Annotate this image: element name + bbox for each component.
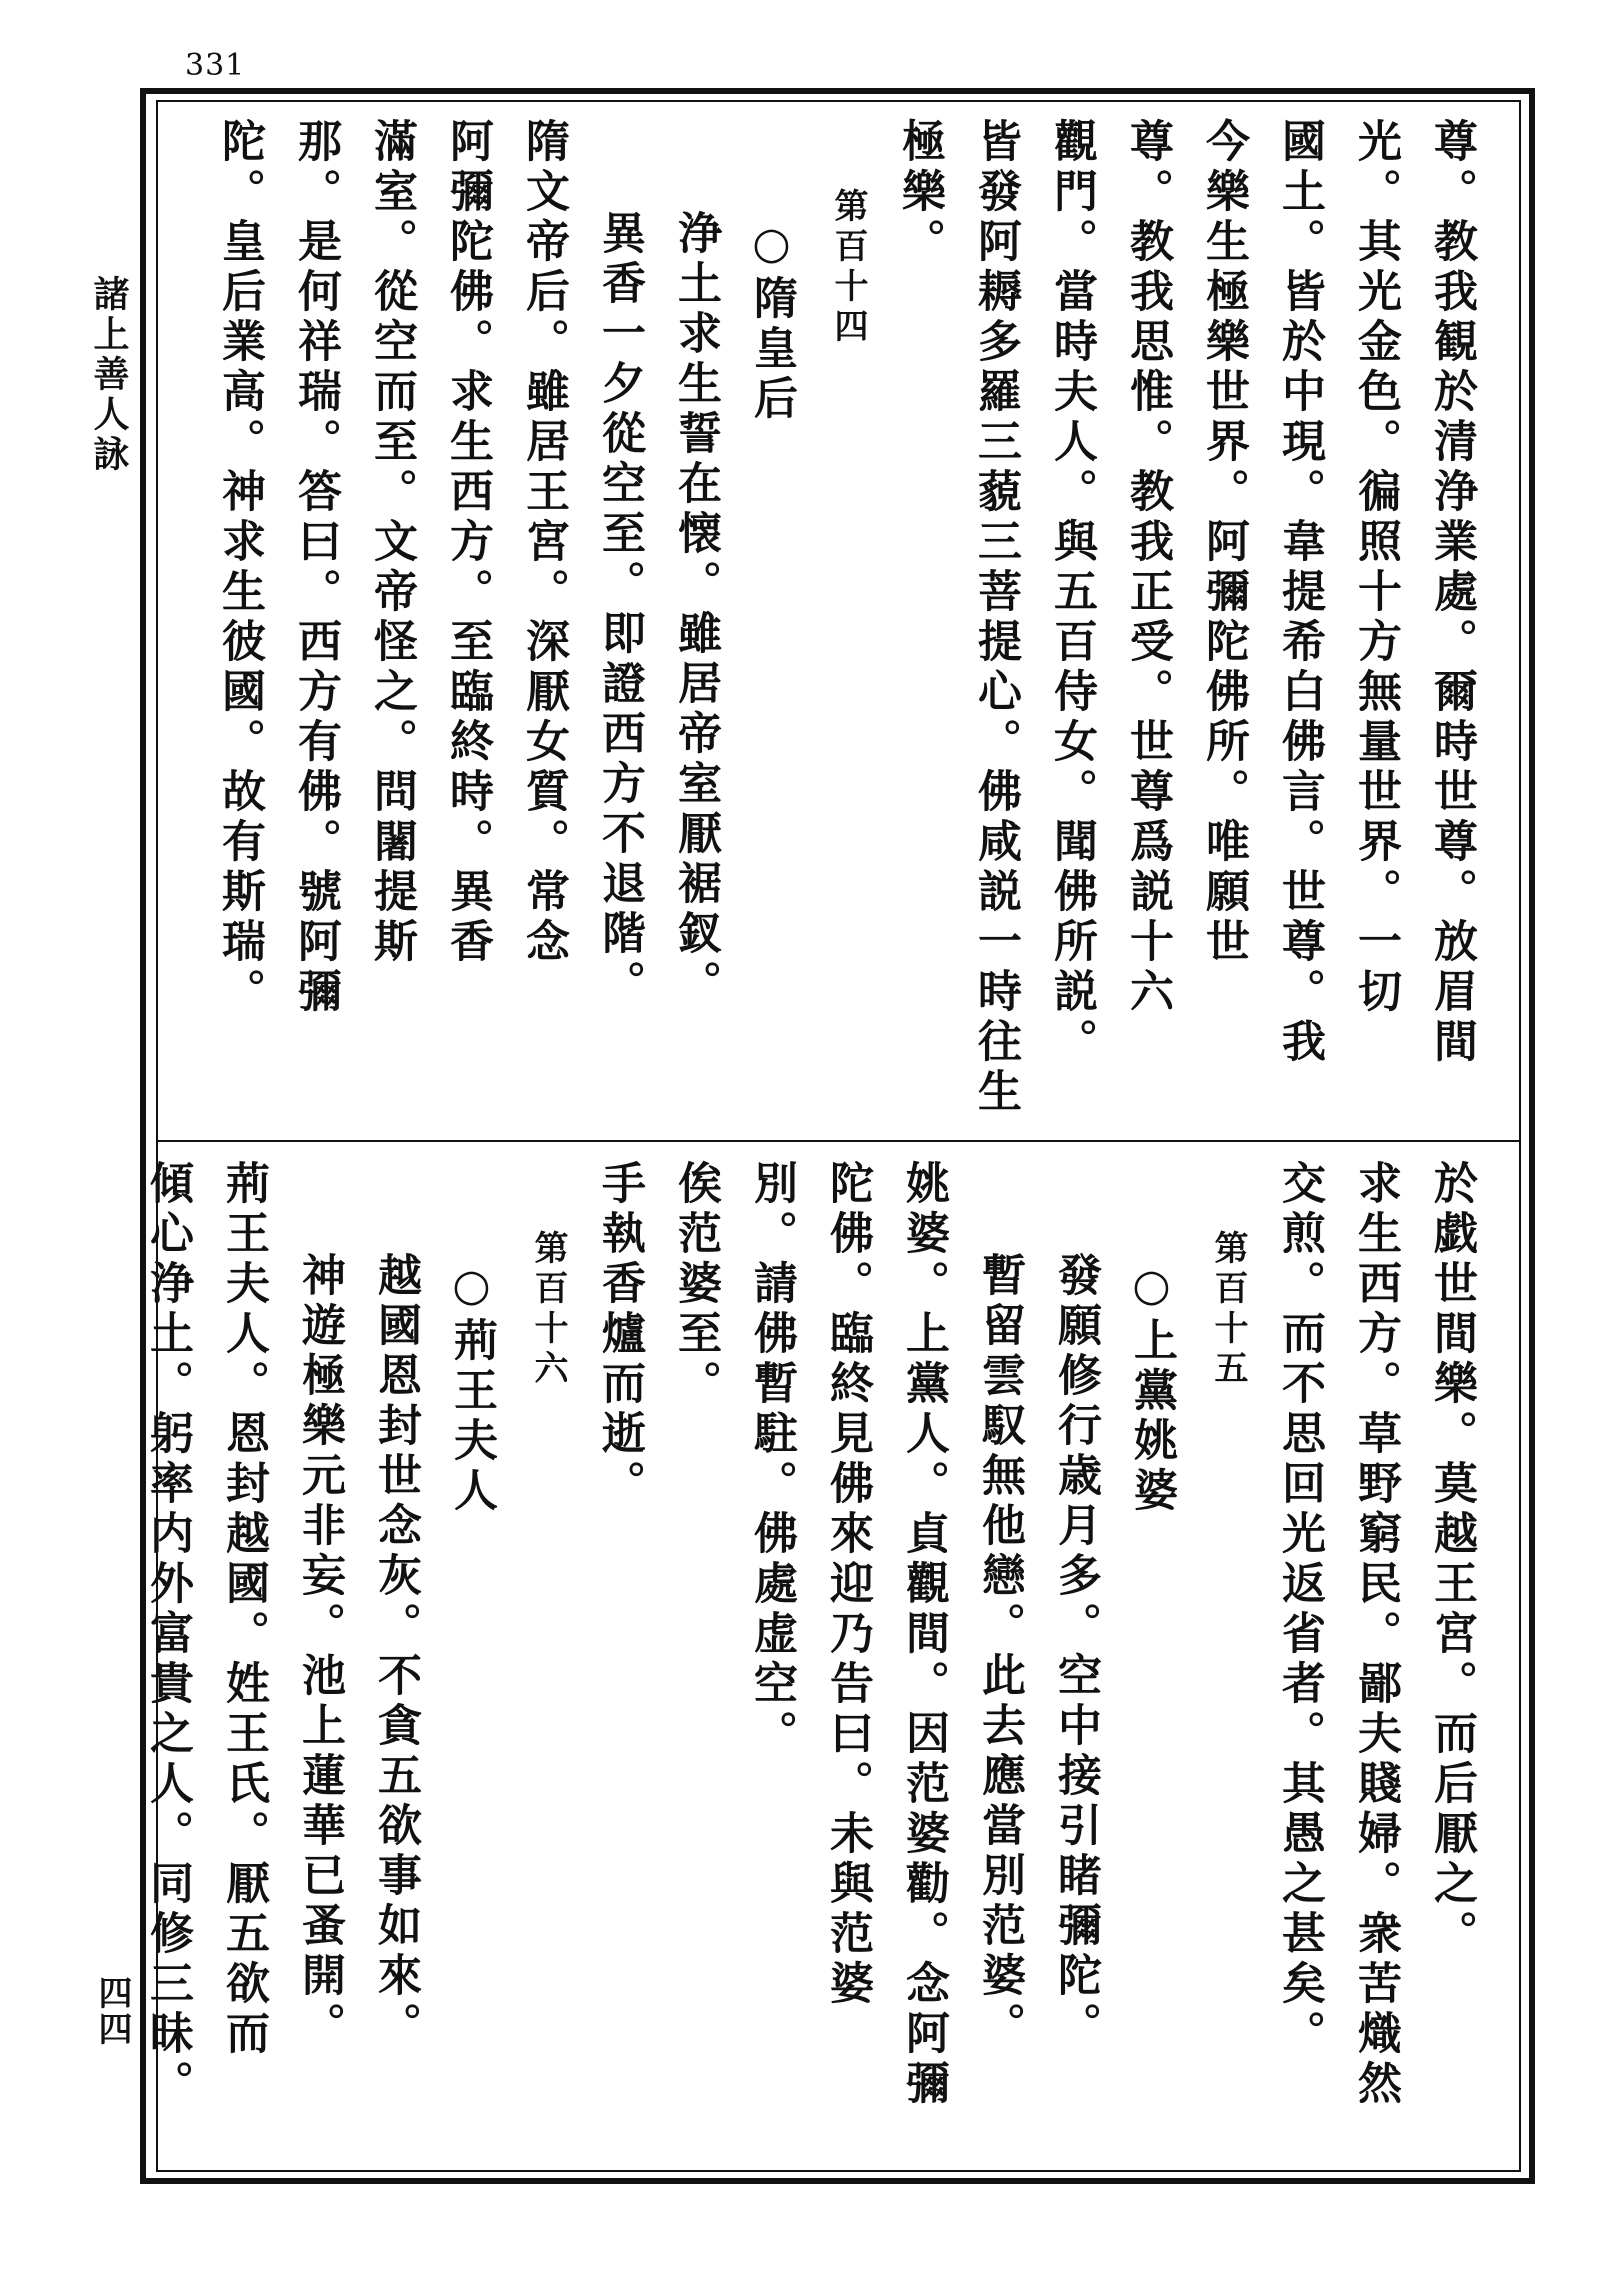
text-column: 光。其光金色。徧照十方無量世界。一切: [1350, 118, 1401, 1018]
page-number: 331: [185, 48, 246, 83]
verse-line: 浄土求生誓在懐。雖居帝室厭裾釵。: [670, 210, 721, 1010]
side-title: 諸上善人詠: [88, 275, 130, 475]
text-column: 姚婆。上黨人。貞觀間。因范婆勸。念阿彌: [898, 1160, 949, 2110]
section-number: 第百十六: [528, 1230, 568, 1390]
text-column: 尊。教我思惟。教我正受。世尊爲説十六: [1122, 118, 1173, 1018]
verse-line: 越國恩封世念灰。不貪五欲事如來。: [370, 1252, 421, 2052]
text-column: 阿彌陀佛。求生西方。至臨終時。異香: [442, 118, 493, 968]
text-column: 手執香爐而逝。: [594, 1160, 645, 1510]
top-text-block: [185, 118, 1477, 1128]
text-column: 求生西方。草野窮民。鄙夫賤婦。衆苦熾然: [1350, 1160, 1401, 2110]
section-number: 第百十五: [1208, 1230, 1248, 1390]
section-title: ○上黨姚婆: [1126, 1260, 1177, 1517]
text-column: 那。是何祥瑞。答曰。西方有佛。號阿彌: [290, 118, 341, 1018]
text-column: 傾心浄土。躬率内外富貴之人。同修三昧。: [142, 1160, 193, 2110]
text-column: 於戯世間樂。莫越王宮。而后厭之。: [1426, 1160, 1477, 1960]
verse-line: 暫留雲馭無他戀。此去應當別范婆。: [974, 1252, 1025, 2052]
bottom-text-block: [113, 1160, 1477, 2160]
text-column: 隋文帝后。雖居王宮。深厭女質。常念: [518, 118, 569, 968]
text-column: 觀門。當時夫人。與五百侍女。聞佛所説。: [1046, 118, 1097, 1068]
text-column: 交煎。而不思回光返省者。其愚之甚矣。: [1274, 1160, 1325, 2060]
text-column: 陀。皇后業高。神求生彼國。故有斯瑞。: [214, 118, 265, 1018]
verse-line: 異香一夕從空至。即證西方不退階。: [594, 210, 645, 1010]
text-column: 滿室。從空而至。文帝怪之。問闍提斯: [366, 118, 417, 968]
section-divider: [156, 1140, 1521, 1142]
text-column: 別。請佛暫駐。佛處虚空。: [746, 1160, 797, 1760]
verse-line: 神遊極樂元非妄。池上蓮華已蚤開。: [294, 1252, 345, 2052]
text-column: 尊。教我観於清浄業處。爾時世尊。放眉間: [1426, 118, 1477, 1068]
text-column: 俟范婆至。: [670, 1160, 721, 1410]
text-column: 國土。皆於中現。韋提希白佛言。世尊。我: [1274, 118, 1325, 1068]
text-column: 荊王夫人。恩封越國。姓王氏。厭五欲而: [218, 1160, 269, 2060]
verse-line: 發願修行歳月多。空中接引睹彌陀。: [1050, 1252, 1101, 2052]
section-number: 第百十四: [828, 188, 868, 348]
text-column: 今樂生極樂世界。阿彌陀佛所。唯願世: [1198, 118, 1249, 968]
section-title: ○荊王夫人: [446, 1260, 497, 1517]
text-column: 陀佛。臨終見佛來迎乃告曰。未與范婆: [822, 1160, 873, 2010]
folio-number: 四四: [92, 1975, 132, 2047]
section-title: ○隋皇后: [746, 218, 797, 425]
text-column: 極樂。: [894, 118, 945, 268]
text-column: 皆發阿耨多羅三藐三菩提心。佛咸説一時往生: [970, 118, 1021, 1118]
